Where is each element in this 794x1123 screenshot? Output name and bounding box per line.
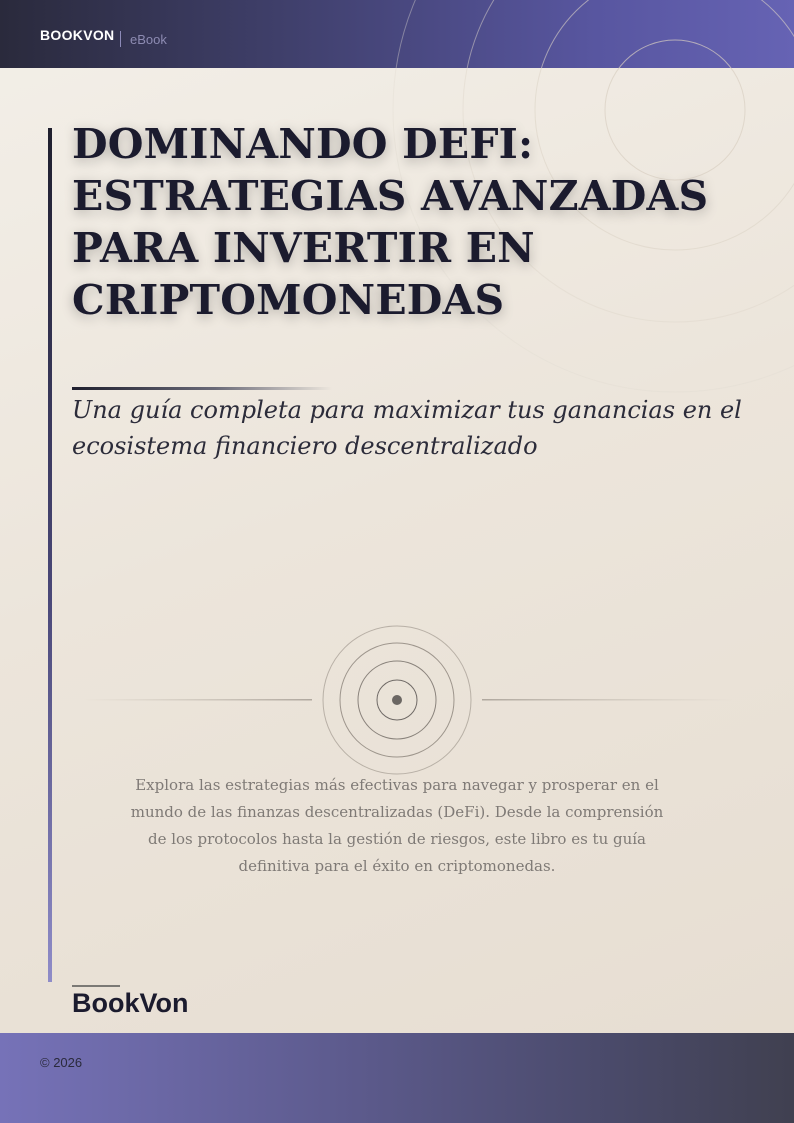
bottom-bar (0, 1033, 794, 1123)
target-emblem-icon (72, 620, 742, 780)
top-bar (0, 0, 794, 68)
publisher-rule (72, 985, 120, 987)
book-subtitle: Una guía completa para maximizar tus ganancias en el ecosistema financiero descentralizado (72, 396, 742, 460)
accent-bar (48, 128, 52, 982)
header-divider (120, 31, 121, 47)
header-label: eBook (130, 32, 167, 47)
subtitle-rule (72, 387, 332, 390)
header-brand: BOOKVON (40, 27, 115, 43)
publisher-name: BookVon (72, 988, 189, 1018)
copyright-text: © 2026 (40, 1055, 83, 1070)
book-title: DOMINANDO DEFI: ESTRATEGIAS AVANZADAS PARA INVERTIR EN CRIPTOMONEDAS (72, 120, 709, 324)
book-description: Explora las estrategias más efectivas para navegar y prosperar en el mundo de las finanzas descentralizadas (DeFi). Desde la comprensión de los protocolos hasta la gestión de riesgos, este libro es tu guía definitiva para el éxito en criptomonedas. (130, 776, 664, 875)
